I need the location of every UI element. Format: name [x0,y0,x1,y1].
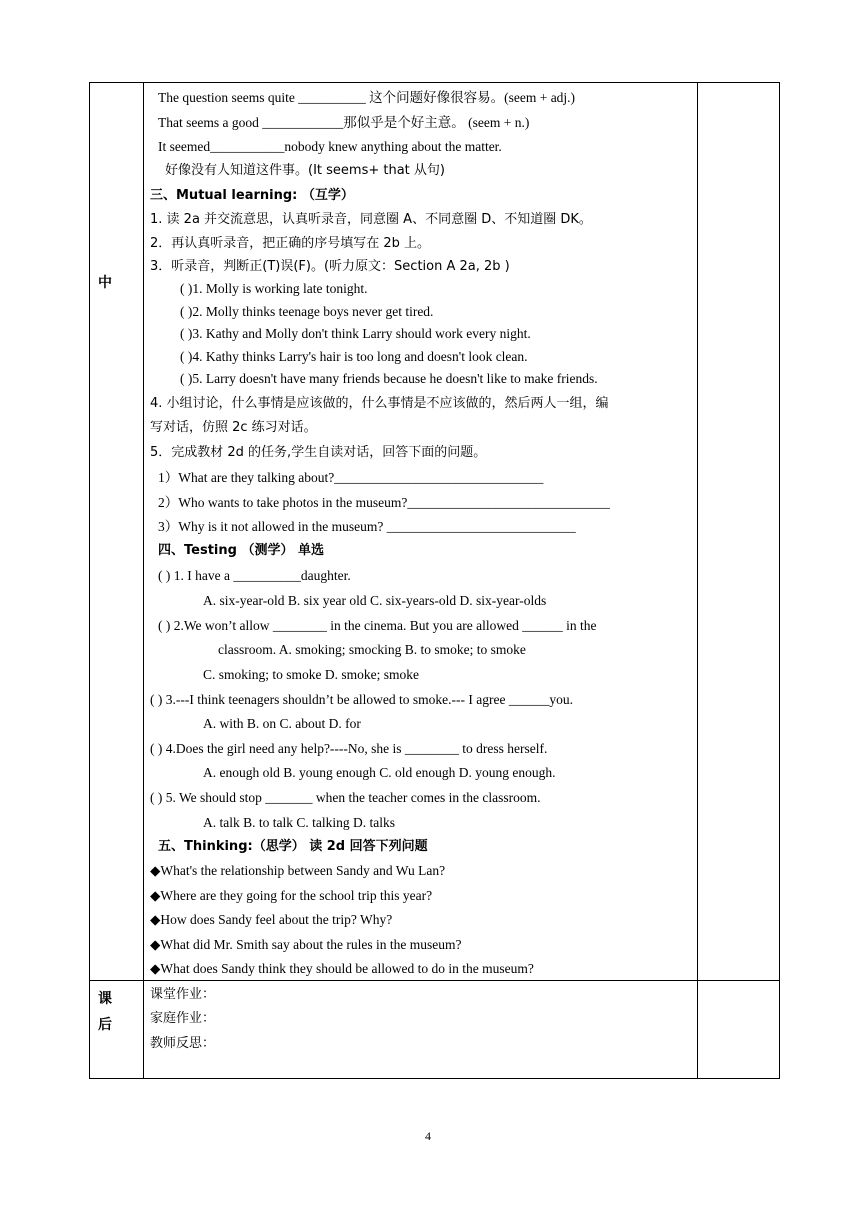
mc-question-2: ( ) 2.We won’t allow ________ in the cinema. But you are allowed ______ in the [158,618,597,633]
thinking-question-5: ◆What does Sandy think they should be allowed to do in the museum? [150,961,534,976]
mc-options-1: A. six-year-old B. six year old C. six-years-old D. six-year-olds [203,593,547,608]
column-divider-left [143,83,144,1078]
mc-question-4: ( ) 4.Does the girl need any help?----No, she is ________ to dress herself. [150,741,548,756]
mc-options-4: A. enough old B. young enough C. old enough D. young enough. [203,765,556,780]
true-false-item-2: ( )2. Molly thinks teenage boys never get tired. [180,304,434,319]
task-3: 3．听录音，判断正(T)误(F)。(听力原文：Section A 2a, 2b ) [150,259,510,274]
mc-question-3: ( ) 3.---I think teenagers shouldn’t be allowed to smoke.--- I agree ______you. [150,692,574,707]
section-mutual-learning-heading: 三、Mutual learning: （互学） [150,188,354,203]
mc-options-2b: C. smoking; to smoke D. smoke; smoke [203,667,419,682]
true-false-item-3: ( )3. Kathy and Molly don't think Larry should work every night. [180,326,531,341]
seem-noun-example: That seems a good ____________那似乎是个好主意。 (seem + n.) [158,115,530,130]
page-number: 4 [425,1129,431,1143]
section-testing-heading: 四、Testing （测学） 单选 [158,543,324,558]
question-2: 2）Who wants to take photos in the museum?______________________________ [158,495,610,510]
thinking-question-1: ◆What's the relationship between Sandy and Wu Lan? [150,863,446,878]
mc-question-1: ( ) 1. I have a __________daughter. [158,568,351,583]
true-false-item-1: ( )1. Molly is working late tonight. [180,281,368,296]
thinking-question-4: ◆What did Mr. Smith say about the rules in the museum? [150,937,462,952]
thinking-question-2: ◆Where are they going for the school trip this year? [150,888,433,903]
task-1: 1. 读 2a 并交流意思，认真听录音，同意圈 A、不同意圈 D、不知道圈 DK。 [150,212,592,227]
mc-question-5: ( ) 5. We should stop _______ when the teacher comes in the classroom. [150,790,541,805]
row-divider [90,980,779,981]
stage-label-middle: 中 [98,275,112,291]
task-4-line-1: 4. 小组讨论，什么事情是应该做的，什么事情是不应该做的，然后两人一组，编 [150,396,609,411]
task-4-line-2: 写对话，仿照 2c 练习对话。 [150,420,317,435]
column-divider-right [697,83,698,1078]
seem-adj-example: The question seems quite __________ 这个问题好像很容易。(seem + adj.) [158,90,576,105]
task-2: 2．再认真听录音，把正确的序号填写在 2b 上。 [150,236,431,251]
mc-options-2a: classroom. A. smoking; smocking B. to smoke; to smoke [218,642,526,657]
thinking-question-3: ◆How does Sandy feel about the trip? Why? [150,912,393,927]
task-5: 5．完成教材 2d 的任务,学生自读对话，回答下面的问题。 [150,445,487,460]
question-3: 3）Why is it not allowed in the museum? ____________________________ [158,519,576,534]
teacher-reflection-label: 教师反思： [150,1036,216,1051]
it-seems-that-note: 好像没有人知道这件事。(It seems+ that 从句) [165,163,445,178]
mc-options-5: A. talk B. to talk C. talking D. talks [203,815,395,830]
true-false-item-5: ( )5. Larry doesn't have many friends because he doesn't like to make friends. [180,371,598,386]
true-false-item-4: ( )4. Kathy thinks Larry's hair is too long and doesn't look clean. [180,349,528,364]
stage-label-after-1: 课 [98,991,112,1007]
homework-label: 家庭作业： [150,1011,216,1026]
question-1: 1）What are they talking about?_______________________________ [158,470,544,485]
it-seemed-example: It seemed___________nobody knew anything about the matter. [158,139,502,154]
section-thinking-heading: 五、Thinking:（思学） 读 2d 回答下列问题 [158,839,428,854]
stage-label-after-2: 后 [98,1017,112,1033]
mc-options-3: A. with B. on C. about D. for [203,716,361,731]
classwork-label: 课堂作业： [150,987,216,1002]
